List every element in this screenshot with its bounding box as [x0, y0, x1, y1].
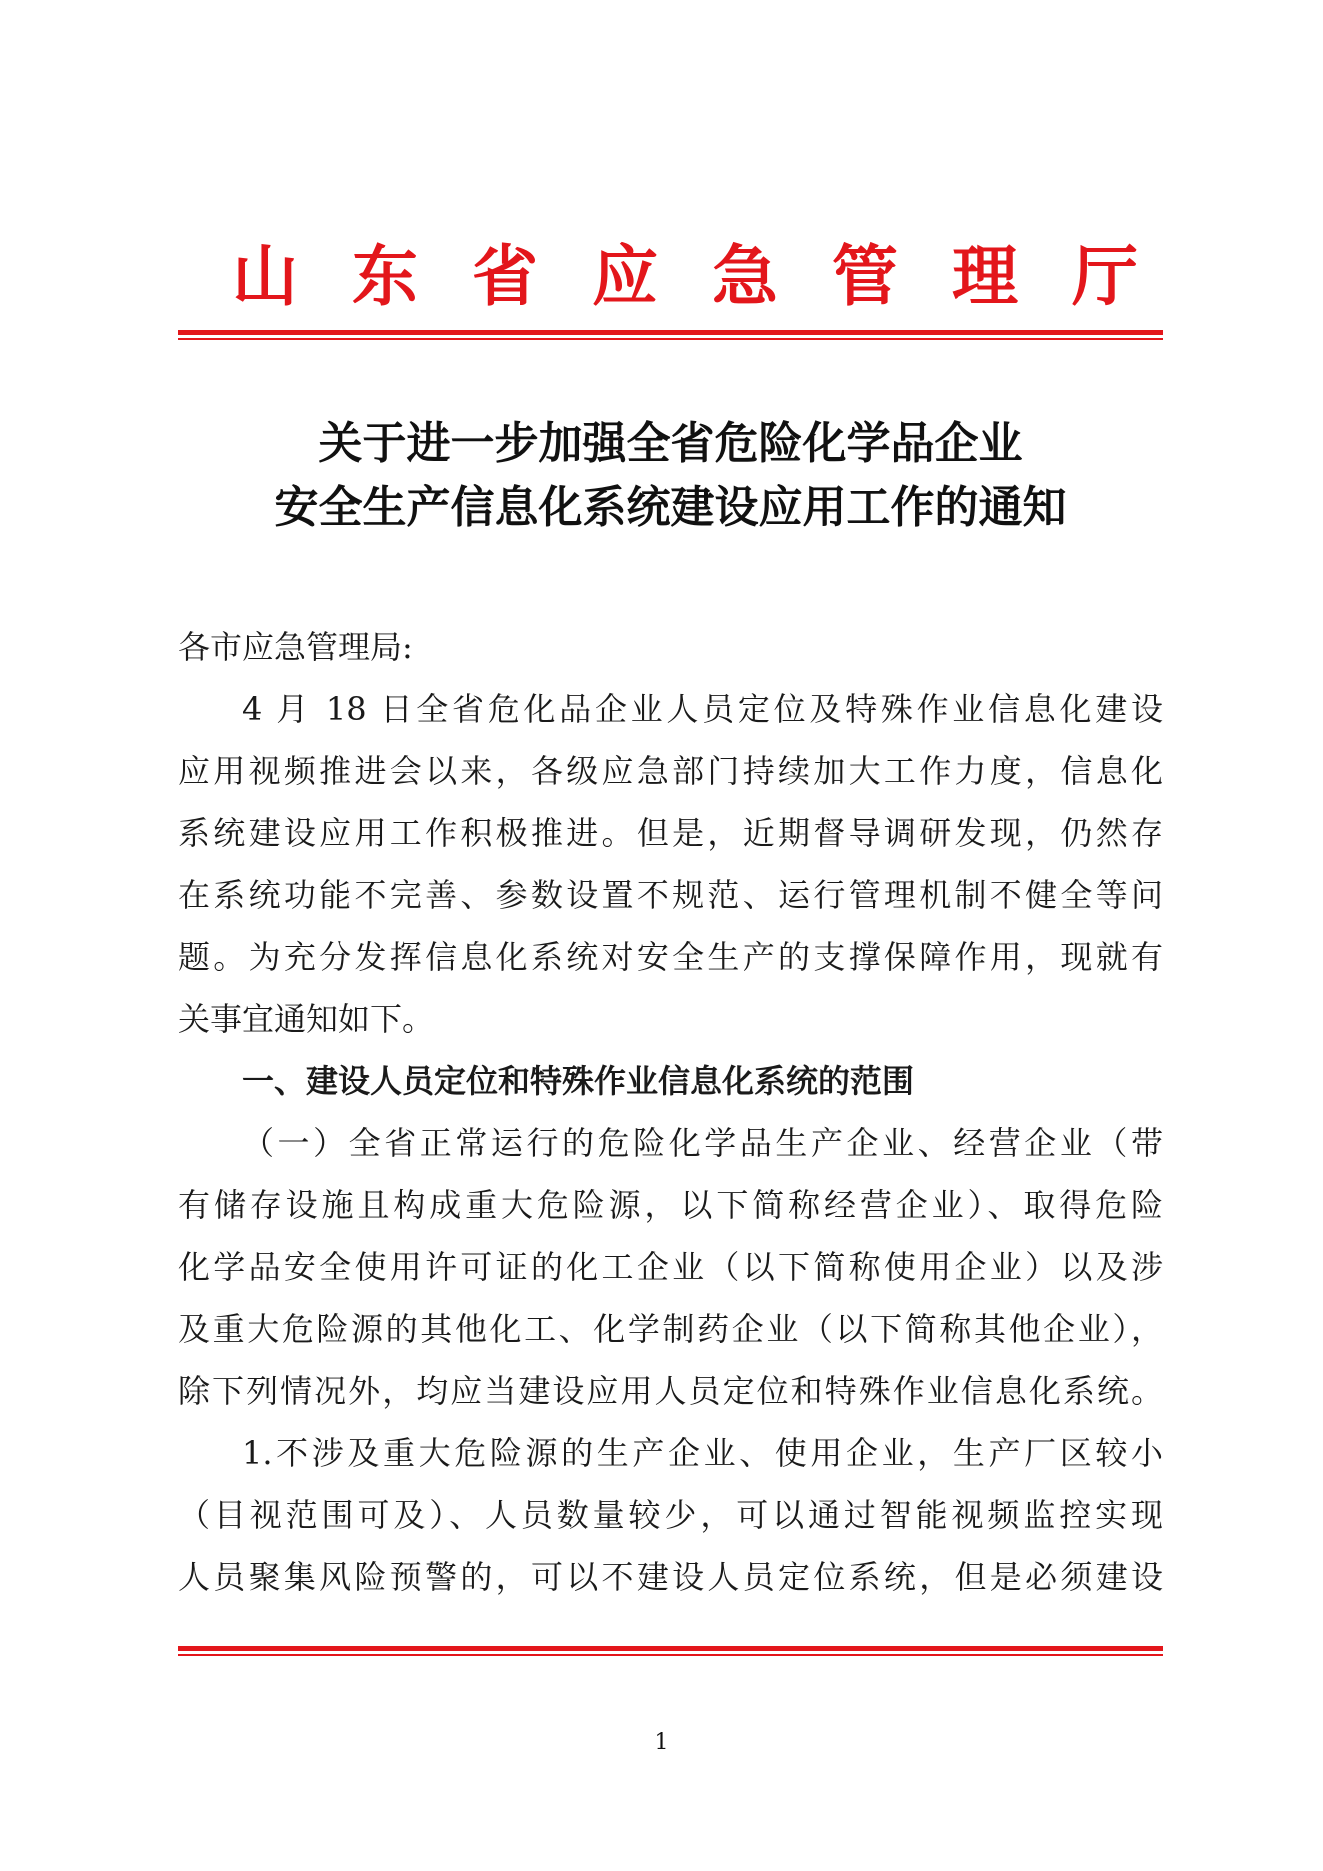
footer-rule-thin [178, 1654, 1163, 1656]
paragraph-1-line-3: 系统建设应用工作积极推进。但是，近期督导调研发现，仍然存 [178, 814, 1163, 852]
document-title-line-2: 安全生产信息化系统建设应用工作的通知 [274, 482, 1067, 533]
footer-red-rule [178, 1646, 1163, 1656]
paragraph-3-line-2: （目视范围可及）、人员数量较少，可以通过智能视频监控实现 [178, 1496, 1163, 1534]
document-body [178, 616, 1163, 1608]
paragraph-2-line-1: （一）全省正常运行的危险化学品生产企业、经营企业（带 [242, 1124, 1163, 1162]
paragraph-2-line-5: 除下列情况外，均应当建设应用人员定位和特殊作业信息化系统。 [178, 1372, 1163, 1410]
paragraph-2-line-3: 化学品安全使用许可证的化工企业（以下简称使用企业）以及涉 [178, 1248, 1163, 1286]
document-title-line-1: 关于进一步加强全省危险化学品企业 [318, 418, 1023, 469]
header-red-rule [178, 330, 1163, 340]
issuing-organization-title: 山东省应急管理厅 [232, 237, 1192, 315]
paragraph-3-line-1: 1.不涉及重大危险源的生产企业、使用企业，生产厂区较小 [242, 1434, 1163, 1472]
salutation: 各市应急管理局: [178, 628, 413, 666]
paragraph-1-line-4: 在系统功能不完善、参数设置不规范、运行管理机制不健全等问 [178, 876, 1163, 914]
header-rule-thick [178, 330, 1163, 335]
paragraph-1-line-1: 4 月 18 日全省危化品企业人员定位及特殊作业信息化建设 [242, 690, 1163, 728]
document-title [178, 412, 1163, 540]
footer-rule-thick [178, 1646, 1163, 1651]
paragraph-1-line-2: 应用视频推进会以来，各级应急部门持续加大工作力度，信息化 [178, 752, 1163, 790]
section-1-heading: 一、建设人员定位和特殊作业信息化系统的范围 [242, 1062, 915, 1100]
paragraph-1-line-6: 关事宜通知如下。 [178, 1000, 435, 1038]
paragraph-3-line-3: 人员聚集风险预警的，可以不建设人员定位系统，但是必须建设 [178, 1558, 1163, 1596]
paragraph-2-line-4: 及重大危险源的其他化工、化学制药企业（以下简称其他企业）， [178, 1310, 1163, 1348]
paragraph-1-line-5: 题。为充分发挥信息化系统对安全生产的支撑保障作用，现就有 [178, 938, 1163, 976]
page-number: 1 [654, 1730, 669, 1755]
header-rule-thin [178, 338, 1163, 340]
paragraph-2-line-2: 有储存设施且构成重大危险源，以下简称经营企业）、取得危险 [178, 1186, 1163, 1224]
